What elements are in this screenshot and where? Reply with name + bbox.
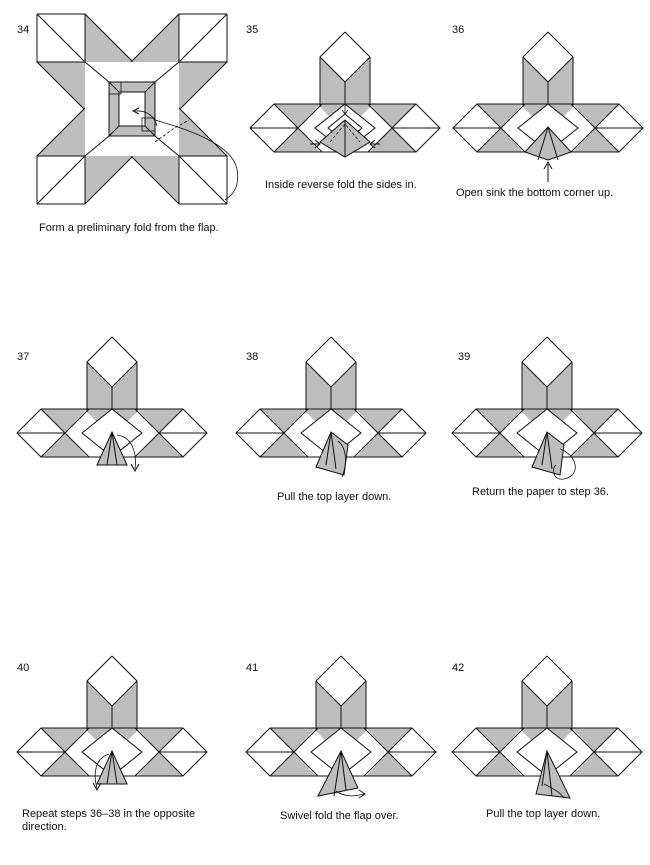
step-37-diagram — [17, 337, 207, 477]
step-number: 37 — [17, 351, 30, 363]
step-number: 40 — [17, 662, 30, 674]
step-caption: Open sink the bottom corner up. — [456, 187, 614, 199]
step-caption: Form a preliminary fold from the flap. — [39, 222, 219, 234]
step-38-diagram — [236, 337, 426, 482]
step-number: 38 — [246, 351, 259, 363]
step-caption: Pull the top layer down. — [277, 491, 392, 503]
step-41-diagram — [246, 656, 436, 806]
step-36-diagram — [453, 32, 643, 182]
step-40-diagram — [17, 656, 207, 796]
step-42-diagram — [452, 656, 642, 806]
step-caption: Return the paper to step 36. — [472, 486, 609, 498]
step-number: 35 — [246, 24, 259, 36]
step-number: 34 — [17, 24, 30, 36]
step-34-diagram — [37, 14, 227, 204]
step-caption: Pull the top layer down. — [486, 808, 601, 820]
step-number: 41 — [246, 662, 259, 674]
step-caption: Repeat steps 36–38 in the opposite direction. — [22, 808, 196, 833]
step-number: 42 — [452, 662, 465, 674]
step-39-diagram — [452, 337, 642, 482]
step-caption: Inside reverse fold the sides in. — [265, 179, 417, 191]
step-35-diagram — [250, 32, 440, 157]
step-number: 39 — [458, 351, 471, 363]
step-caption: Swivel fold the flap over. — [280, 810, 399, 822]
step-number: 36 — [452, 24, 465, 36]
